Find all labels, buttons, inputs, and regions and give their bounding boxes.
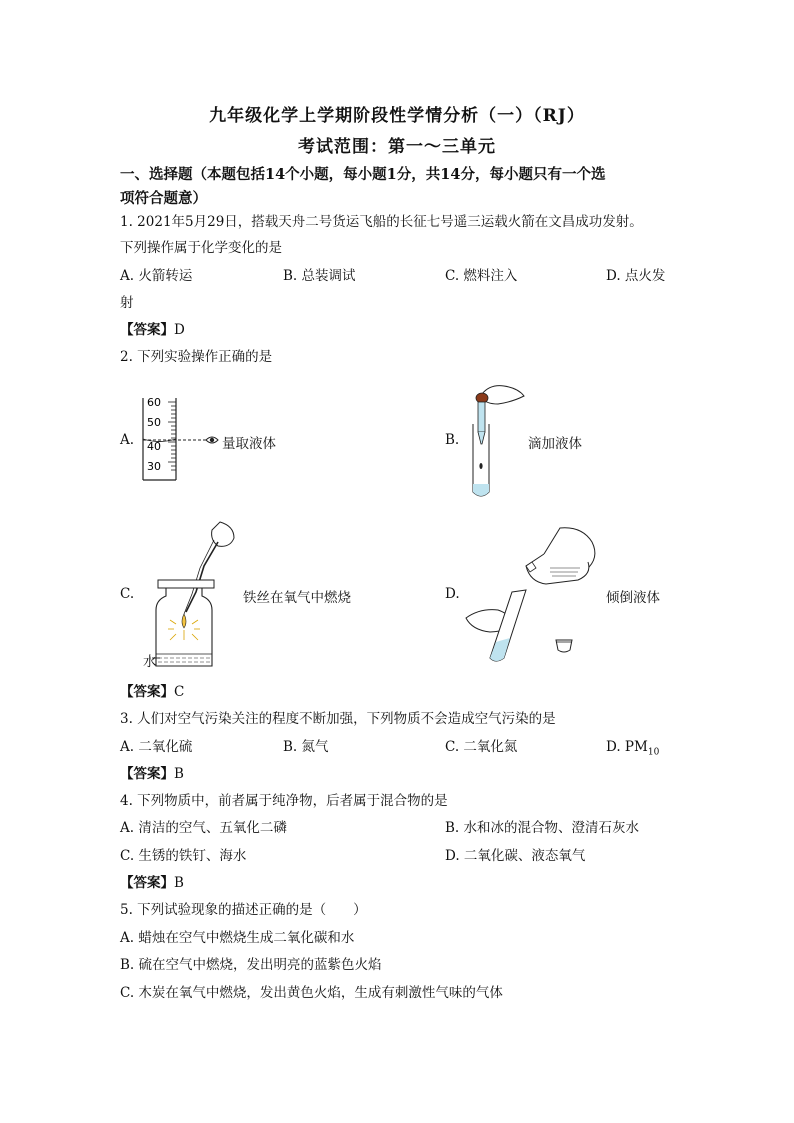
q3-answer <box>120 764 184 784</box>
pouring-liquid-figure <box>460 518 610 663</box>
q1-option-a: A. 火箭转运 <box>120 268 193 284</box>
q4-answer <box>120 873 184 893</box>
q2-option-a-text: 量取液体 <box>222 436 276 452</box>
q1-option-c: C. 燃料注入 <box>445 268 518 284</box>
q2-option-a-letter: A. <box>120 432 135 448</box>
q3-option-d-sub: 10 <box>647 747 660 758</box>
q2-option-d-text: 倾倒液体 <box>606 590 660 606</box>
q2-option-b-text: 滴加液体 <box>528 436 582 452</box>
q5-stem: 5. 下列试验现象的描述正确的是（ ） <box>120 902 367 918</box>
q3-stem: 3. 人们对空气污染关注的程度不断加强，下列物质不会造成空气污染的是 <box>120 711 556 727</box>
q4-option-a: A. 清洁的空气、五氧化二磷 <box>120 820 287 836</box>
q1-option-d-wrap: 射 <box>120 295 134 311</box>
q4-stem: 4. 下列物质中，前者属于纯净物，后者属于混合物的是 <box>120 793 448 809</box>
q1-stem-line2: 下列操作属于化学变化的是 <box>120 240 282 256</box>
q2-option-c-letter: C. <box>120 586 135 602</box>
q1-stem-line1: 1. 2021年5月29日，搭载天舟二号货运飞船的长征七号遥三运载火箭在文昌成功发射。 <box>120 214 643 230</box>
q3-option-d-main: D. PM <box>606 739 648 755</box>
q5-option-c: C. 木炭在氧气中燃烧，发出黄色火焰，生成有刺激性气味的气体 <box>120 985 503 1001</box>
q4-option-b: B. 水和冰的混合物、澄清石灰水 <box>445 820 640 836</box>
q1-option-d: D. 点火发 <box>606 268 666 284</box>
q4-option-d: D. 二氧化碳、液态氧气 <box>445 848 586 864</box>
answer-value: B <box>174 875 184 891</box>
answer-value: C <box>174 684 185 700</box>
answer-value: D <box>174 322 185 338</box>
section-heading-line2: 项符合题意） <box>120 190 207 207</box>
answer-value: B <box>174 766 184 782</box>
answer-label: 【答案】 <box>120 875 174 891</box>
page-title: 九年级化学上学期阶段性学情分析（一）（RJ） <box>209 106 585 126</box>
q4-option-c: C. 生锈的铁钉、海水 <box>120 848 247 864</box>
iron-wire-combustion-figure <box>138 512 238 672</box>
q3-option-b: B. 氮气 <box>283 739 329 755</box>
q1-option-b: B. 总装调试 <box>283 268 356 284</box>
q1-answer <box>120 320 185 340</box>
q3-option-d <box>606 737 659 763</box>
page-subtitle: 考试范围：第一～三单元 <box>298 137 496 157</box>
cylinder-tick-60: 60 <box>147 396 161 409</box>
section-heading-line1: 一、选择题（本题包括14个小题，每小题1分，共14分，每小题只有一个选 <box>120 166 606 183</box>
q5-option-a: A. 蜡烛在空气中燃烧生成二氧化碳和水 <box>120 930 355 946</box>
answer-label: 【答案】 <box>120 684 174 700</box>
cylinder-tick-40: 40 <box>147 440 161 453</box>
water-label: 水 <box>143 654 157 670</box>
q2-stem: 2. 下列实验操作正确的是 <box>120 349 273 365</box>
cylinder-tick-50: 50 <box>147 416 161 429</box>
answer-label: 【答案】 <box>120 766 174 782</box>
q2-option-c-text: 铁丝在氧气中燃烧 <box>243 590 351 606</box>
dropper-figure <box>460 380 530 505</box>
answer-label: 【答案】 <box>120 322 174 338</box>
cylinder-tick-30: 30 <box>147 460 161 473</box>
q2-option-d-letter: D. <box>445 586 460 602</box>
q3-option-a: A. 二氧化硫 <box>120 739 193 755</box>
q5-option-b: B. 硫在空气中燃烧，发出明亮的蓝紫色火焰 <box>120 957 382 973</box>
eye-icon <box>206 437 218 443</box>
q2-option-b-letter: B. <box>445 432 460 448</box>
q2-answer <box>120 682 184 702</box>
q3-option-c: C. 二氧化氮 <box>445 739 518 755</box>
